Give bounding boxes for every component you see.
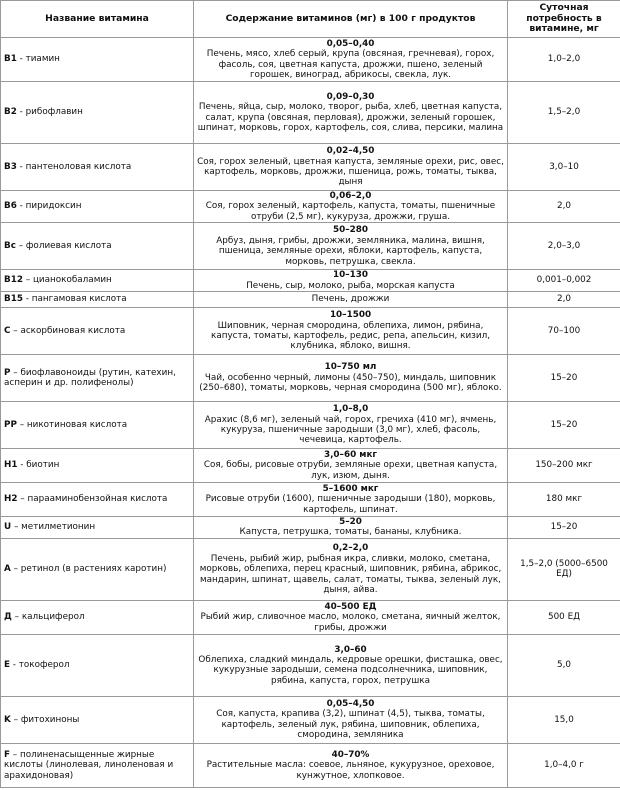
food-sources: Шиповник, черная смородина, облепиха, лимон, рябина, капуста, томаты, картофель, редис, репа, апельсин, кизил, клубника, яблоко, вишня. — [211, 320, 490, 352]
vitamin-name-cell — [1, 38, 194, 82]
vitamin-name-cell — [1, 191, 194, 223]
vitamin-name: – никотиновая кислота — [16, 419, 128, 430]
food-sources: Облепиха, сладкий миндаль, кедровые орешки, фисташка, овес, кукурузные зародыши, семена подсолнечника, шиповник, рябина, капуста, горох, петрушка — [198, 654, 503, 686]
vitamin-content-cell — [194, 743, 508, 787]
content-range: 50–280 — [332, 225, 368, 236]
food-sources: Печень, рыбий жир, рыбная икра, сливки, молоко, сметана, морковь, облепиха, перец красный, шиповник, рябина, абрикос, мандарин, шпинат, щавель, салат, томаты, тыква, зеленый лук, дыня, айва. — [199, 553, 502, 595]
table-row — [1, 483, 620, 517]
daily-need-cell: 1,5–2,0 — [508, 82, 620, 144]
vitamin-name: – ретинол (в растениях каротин) — [10, 564, 167, 575]
vitamin-content-cell — [194, 144, 508, 191]
vitamin-content-cell — [194, 449, 508, 483]
vitamin-code: U — [4, 522, 12, 533]
vitamin-code: B6 — [4, 201, 17, 212]
vitamin-name: – кальциферол — [11, 612, 85, 623]
table-row — [1, 292, 620, 308]
table-row — [1, 191, 620, 223]
content-range: 3,0–60 — [334, 644, 367, 655]
food-sources: Арахис (8,6 мг), зеленый чай, горох, гречиха (410 мг), ячмень, кукуруза, пшеничные зародыши (3,0 мг), хлеб, фасоль, чечевица, картофель. — [204, 414, 497, 446]
vitamin-content-cell — [194, 696, 508, 743]
vitamin-content-cell — [194, 538, 508, 600]
content-range: 5–1600 мкг — [322, 483, 379, 494]
vitamin-name: - тиамин — [16, 54, 60, 65]
table-row — [1, 538, 620, 600]
food-sources: Печень, сыр, молоко, рыба, морская капуста — [246, 280, 455, 291]
content-range: 10–130 — [332, 270, 368, 281]
vitamin-code: B3 — [4, 161, 17, 172]
content-range: 10–750 мл — [324, 362, 377, 373]
vitamin-content-cell — [194, 223, 508, 270]
vitamin-name: – аскорбиновая кислота — [10, 325, 126, 336]
content-range: 1,0–8,0 — [332, 404, 369, 415]
content-range: 0,05–4,50 — [326, 699, 375, 710]
vitamin-content-cell — [194, 634, 508, 696]
table-row — [1, 144, 620, 191]
vitamin-code: A — [4, 564, 11, 575]
vitamin-content-cell — [194, 38, 508, 82]
content-range: 40–500 ЕД — [324, 601, 377, 612]
vitamin-code: E — [4, 660, 11, 671]
daily-need-cell: 5,0 — [508, 634, 620, 696]
vitamin-name-cell — [1, 696, 194, 743]
vitamin-code: B15 — [4, 294, 23, 305]
food-sources: Рыбий жир, сливочное масло, молоко, сметана, яичный желток, грибы, дрожжи — [200, 612, 501, 633]
table-row — [1, 696, 620, 743]
vitamin-name-cell — [1, 600, 194, 634]
vitamin-name: – метилметионин — [11, 522, 96, 533]
table-row — [1, 402, 620, 449]
vitamin-name: – парааминобензойная кислота — [17, 494, 168, 505]
vitamin-code: P — [4, 367, 11, 378]
content-range: 0,06–2,0 — [329, 191, 372, 201]
header-vitamin-content: Содержание витаминов (мг) в 100 г продуктов — [194, 1, 508, 38]
content-range: 0,2–2,0 — [332, 543, 369, 554]
food-sources: Соя, капуста, крапива (3,2), шпинат (4,5), тыква, томаты, картофель, зеленый лук, рябина, шиповник, облепиха, смородина, земляника — [216, 709, 485, 741]
vitamin-name-cell — [1, 355, 194, 402]
vitamin-content-cell — [194, 483, 508, 517]
daily-need-cell: 1,5–2,0 (5000–6500 ЕД) — [508, 538, 620, 600]
vitamin-name: - пантеноловая кислота — [16, 161, 132, 172]
vitamin-name-cell — [1, 634, 194, 696]
vitamin-name-cell — [1, 743, 194, 787]
vitamin-name-cell — [1, 144, 194, 191]
vitamin-name: - биотин — [17, 460, 60, 471]
vitamin-name-cell — [1, 483, 194, 517]
daily-need-cell: 15,0 — [508, 696, 620, 743]
food-sources: Печень, яйца, сыр, молоко, творог, рыба, хлеб, цветная капуста, салат, крупа (овсяная, перловая), дрожжи, зеленый горошек, шпинат, морковь, горох, картофель, соя, слива, персики, малина — [197, 102, 504, 133]
table-row — [1, 270, 620, 292]
daily-need-cell: 70–100 — [508, 308, 620, 355]
header-vitamin-name: Название витамина — [1, 1, 194, 38]
vitamin-code: H1 — [4, 460, 18, 471]
daily-need-cell: 15–20 — [508, 355, 620, 402]
content-range: 3,0–60 мкг — [323, 449, 378, 460]
vitamin-code: B1 — [4, 54, 17, 65]
table-row — [1, 223, 620, 270]
header-daily-need: Суточная потребность в витамине, мг — [508, 1, 620, 38]
daily-need-cell: 2,0 — [508, 191, 620, 223]
vitamin-name-cell — [1, 270, 194, 292]
vitamin-content-cell — [194, 517, 508, 539]
table-row — [1, 600, 620, 634]
vitamin-code: PP — [4, 419, 17, 430]
vitamin-name: - пиридоксин — [16, 201, 82, 212]
vitamin-name-cell — [1, 538, 194, 600]
vitamin-content-cell — [194, 402, 508, 449]
table-row — [1, 634, 620, 696]
vitamin-name-cell — [1, 402, 194, 449]
table-row — [1, 449, 620, 483]
food-sources: Соя, горох зеленый, картофель, капуста, томаты, пшеничные отруби (2,5 мг), кукуруза, дрожжи, груша. — [205, 201, 496, 222]
vitamin-name: – фитохиноны — [10, 714, 80, 725]
vitamin-code: F — [4, 749, 11, 760]
daily-need-cell: 180 мкг — [508, 483, 620, 517]
daily-need-cell: 15–20 — [508, 402, 620, 449]
vitamin-content-cell — [194, 82, 508, 144]
vitamin-name-cell — [1, 308, 194, 355]
food-sources: Арбуз, дыня, грибы, дрожжи, земляника, малина, вишня, пшеница, земляные орехи, яблоки, картофель, капуста, морковь, петрушка, свекла. — [216, 235, 485, 267]
content-range: 40–70% — [331, 749, 370, 760]
table-row — [1, 743, 620, 787]
food-sources: Рисовые отруби (1600), пшеничные зародыши (180), морковь, картофель, шпинат. — [205, 494, 496, 515]
vitamin-name-cell — [1, 223, 194, 270]
food-sources: Растительные масла: соевое, льняное, кукурузное, ореховое, кунжутное, хлопковое. — [206, 760, 495, 781]
vitamin-name: – биофлавоноиды (рутин, катехин, асперин и др. полифенолы) — [4, 367, 176, 389]
vitamin-code: Bc — [4, 241, 16, 252]
vitamin-code: H2 — [4, 494, 18, 505]
daily-need-cell: 2,0 — [508, 292, 620, 308]
vitamin-name-cell — [1, 517, 194, 539]
vitamin-content-cell — [194, 600, 508, 634]
vitamin-name-cell — [1, 82, 194, 144]
vitamin-code: K — [4, 714, 11, 725]
food-sources: Соя, бобы, рисовые отруби, земляные орехи, цветная капуста, лук, изюм, дыня. — [203, 460, 498, 481]
vitamin-content-cell — [194, 355, 508, 402]
vitamin-content-cell — [194, 191, 508, 223]
content-range: 0,05–0,40 — [326, 38, 375, 49]
table-row — [1, 517, 620, 539]
daily-need-cell: 1,0–2,0 — [508, 38, 620, 82]
content-range: 10–1500 — [329, 310, 372, 321]
content-range: 5–20 — [339, 517, 362, 528]
vitamin-content-cell — [194, 308, 508, 355]
vitamin-code: B12 — [4, 275, 23, 286]
table-row — [1, 82, 620, 144]
vitamin-content-cell — [194, 292, 508, 308]
daily-need-cell: 150–200 мкг — [508, 449, 620, 483]
vitamin-code: C — [4, 325, 11, 336]
food-sources: Чай, особенно черный, лимоны (450–750), миндаль, шиповник (250–680), томаты, морковь, черная смородина (500 мг), яблоко. — [199, 372, 502, 394]
food-sources: Капуста, петрушка, томаты, бананы, клубника. — [239, 527, 462, 538]
daily-need-cell: 500 ЕД — [508, 600, 620, 634]
table-row — [1, 355, 620, 402]
header-row — [1, 1, 620, 38]
vitamin-code: B2 — [4, 107, 17, 118]
food-sources: Печень, мясо, хлеб серый, крупа (овсяная, гречневая), горох, фасоль, соя, цветная капуста, дрожжи, пшено, зеленый горошек, виноград, абрикосы, свекла, лук. — [206, 49, 495, 80]
vitamin-name: – полиненасыщенные жирные кислоты (линолевая, линоленовая и арахидоновая) — [4, 749, 174, 781]
vitamin-code: Д — [4, 612, 12, 623]
table-row — [1, 308, 620, 355]
content-range: 0,02–4,50 — [326, 146, 375, 157]
daily-need-cell: 3,0–10 — [508, 144, 620, 191]
vitamin-content-cell — [194, 270, 508, 292]
vitamin-name: - рибофлавин — [16, 107, 83, 118]
vitamin-name-cell — [1, 292, 194, 308]
vitamin-name: - пангамовая кислота — [22, 294, 127, 305]
vitamin-name: - токоферол — [10, 660, 70, 671]
daily-need-cell: 0,001–0,002 — [508, 270, 620, 292]
daily-need-cell: 2,0–3,0 — [508, 223, 620, 270]
content-range: 0,09–0,30 — [326, 91, 375, 102]
food-sources: Печень, дрожжи — [311, 294, 390, 305]
vitamin-name-cell — [1, 449, 194, 483]
vitamin-name: – фолиевая кислота — [15, 241, 112, 252]
vitamin-name: – цианокобаламин — [22, 275, 112, 286]
table-row — [1, 38, 620, 82]
food-sources: Соя, горох зеленый, цветная капуста, земляные орехи, рис, овес, картофель, морковь, дрожжи, пшеница, рожь, томаты, тыква, дыня — [197, 156, 504, 188]
daily-need-cell: 1,0–4,0 г — [508, 743, 620, 787]
daily-need-cell: 15–20 — [508, 517, 620, 539]
